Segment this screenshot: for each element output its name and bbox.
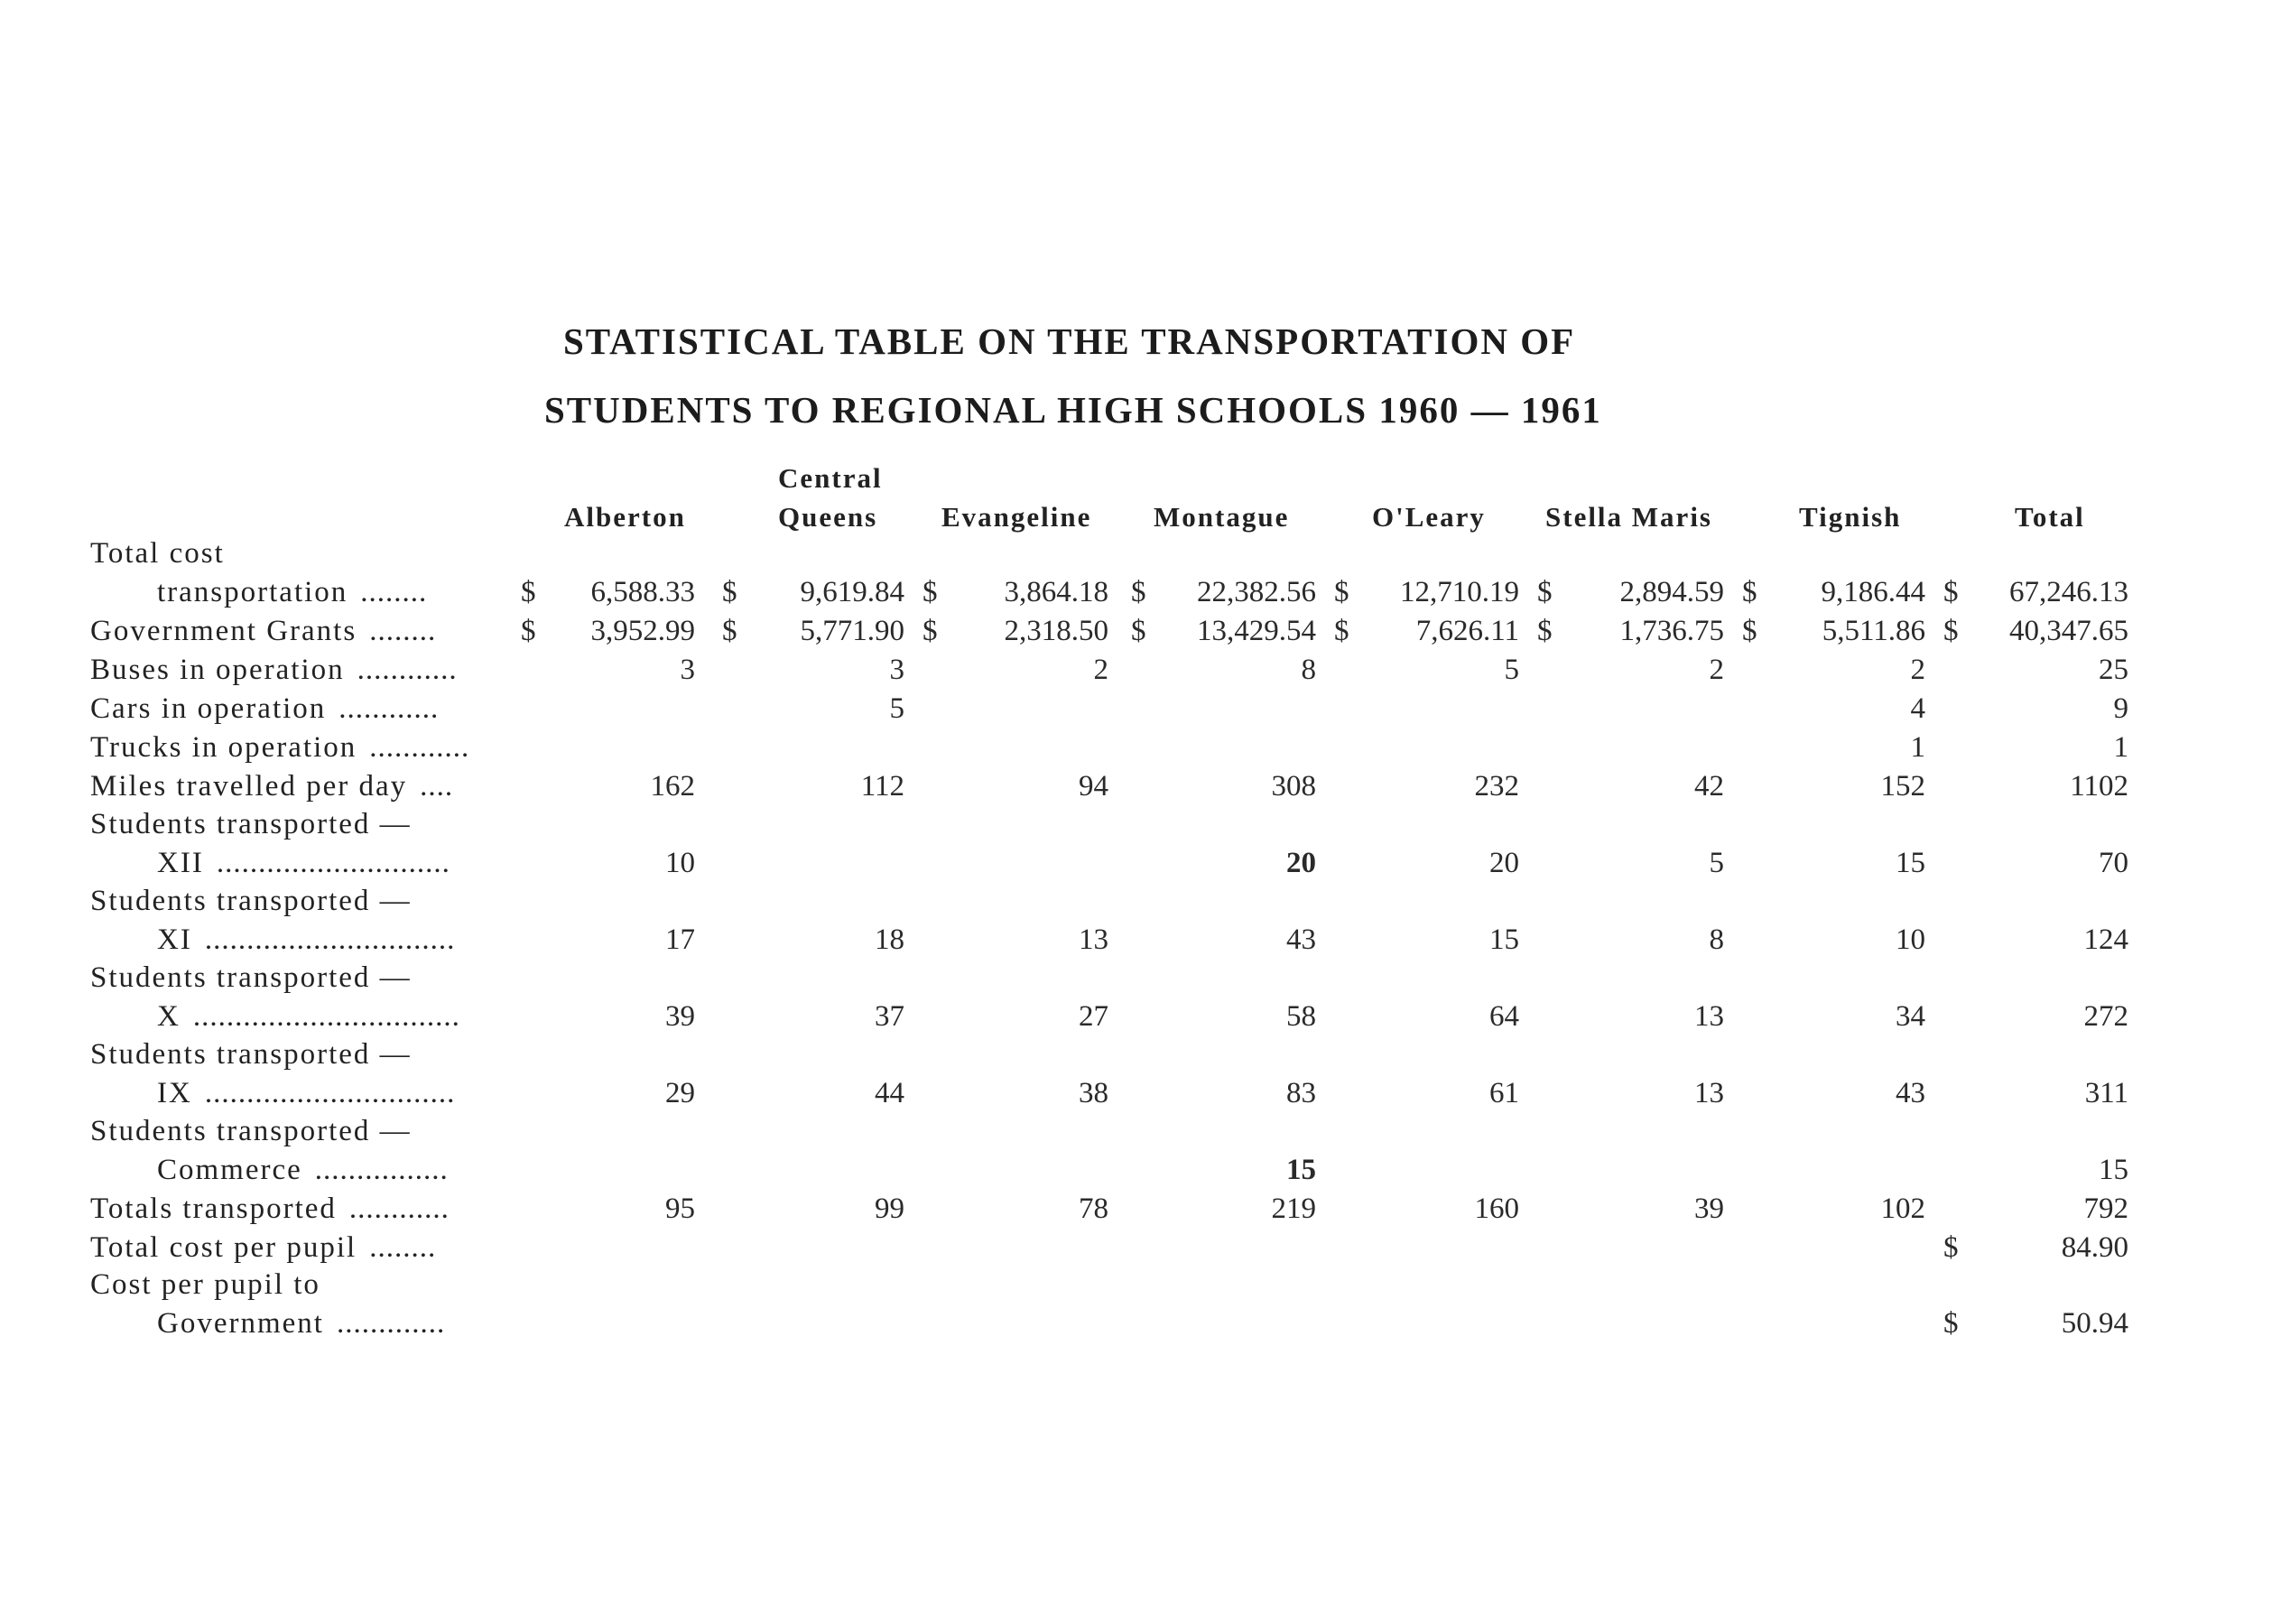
currency-sign: $ bbox=[1943, 615, 1959, 647]
table-cell: 792 bbox=[2083, 1192, 2128, 1225]
table-cell: 10 bbox=[1896, 923, 1925, 956]
table-cell: 43 bbox=[1286, 923, 1316, 956]
leader-dots: ........ bbox=[369, 615, 437, 647]
leader-dots: ................................ bbox=[192, 1000, 460, 1033]
table-cell: 15 bbox=[2099, 1154, 2128, 1186]
currency-sign: $ bbox=[1943, 1307, 1959, 1340]
row-label: IX .............................. bbox=[157, 1077, 456, 1109]
row-label: transportation ........ bbox=[157, 576, 428, 608]
currency-sign: $ bbox=[1943, 1231, 1959, 1264]
leader-dots: ............ bbox=[348, 1192, 450, 1225]
table-cell: 10 bbox=[665, 847, 695, 879]
leader-dots: ............ bbox=[357, 654, 458, 686]
currency-sign: $ bbox=[1943, 576, 1959, 608]
currency-sign: $ bbox=[722, 576, 737, 608]
table-cell: 38 bbox=[1079, 1077, 1108, 1109]
table-cell: 70 bbox=[2099, 847, 2128, 879]
table-cell: 112 bbox=[860, 770, 904, 803]
leader-dots: ............ bbox=[338, 692, 440, 725]
table-cell: 61 bbox=[1489, 1077, 1519, 1109]
currency-sign: $ bbox=[1742, 576, 1757, 608]
row-label: Government ............. bbox=[157, 1307, 446, 1340]
currency-sign: $ bbox=[521, 576, 536, 608]
table-cell: 67,246.13 bbox=[2009, 576, 2128, 608]
table-cell: 9,619.84 bbox=[800, 576, 904, 608]
table-cell: 152 bbox=[1880, 770, 1925, 803]
table-cell: 43 bbox=[1896, 1077, 1925, 1109]
row-label: Trucks in operation ............ bbox=[90, 731, 470, 764]
leader-dots: ............ bbox=[369, 731, 470, 764]
table-cell: 9 bbox=[2113, 692, 2128, 725]
table-cell: 84.90 bbox=[2061, 1231, 2128, 1264]
table-cell: 1,736.75 bbox=[1619, 615, 1724, 647]
table-cell: 83 bbox=[1286, 1077, 1316, 1109]
currency-sign: $ bbox=[1537, 615, 1553, 647]
table-cell: 18 bbox=[875, 923, 904, 956]
row-label: Students transported — bbox=[90, 885, 412, 917]
table-cell: 5 bbox=[889, 692, 904, 725]
table-cell: 15 bbox=[1896, 847, 1925, 879]
table-cell: 27 bbox=[1079, 1000, 1108, 1033]
table-cell: 272 bbox=[2083, 1000, 2128, 1033]
column-header-o-leary: O'Leary bbox=[1372, 501, 1486, 533]
row-label: Students transported — bbox=[90, 808, 412, 840]
leader-dots: ................ bbox=[314, 1154, 449, 1186]
table-cell: 39 bbox=[665, 1000, 695, 1033]
currency-sign: $ bbox=[923, 615, 938, 647]
row-label: Buses in operation ............ bbox=[90, 654, 458, 686]
leader-dots: .............................. bbox=[204, 923, 456, 956]
row-label: Cars in operation ............ bbox=[90, 692, 440, 725]
table-cell: 34 bbox=[1896, 1000, 1925, 1033]
row-label: Students transported — bbox=[90, 1038, 412, 1071]
row-label: Students transported — bbox=[90, 1115, 412, 1147]
row-label: Students transported — bbox=[90, 961, 412, 994]
column-header-queens-line1: Central bbox=[778, 462, 883, 494]
currency-sign: $ bbox=[521, 615, 536, 647]
table-cell: 44 bbox=[875, 1077, 904, 1109]
table-cell: 3,952.99 bbox=[590, 615, 695, 647]
table-cell: 37 bbox=[875, 1000, 904, 1033]
table-cell: 15 bbox=[1286, 1154, 1316, 1186]
table-cell: 3 bbox=[680, 654, 695, 686]
table-cell: 3,864.18 bbox=[1004, 576, 1108, 608]
table-cell: 232 bbox=[1474, 770, 1519, 803]
column-header-total: Total bbox=[2015, 501, 2085, 533]
table-cell: 9,186.44 bbox=[1821, 576, 1925, 608]
currency-sign: $ bbox=[923, 576, 938, 608]
leader-dots: ........ bbox=[360, 576, 428, 608]
table-cell: 8 bbox=[1301, 654, 1316, 686]
table-cell: 1102 bbox=[2070, 770, 2128, 803]
leader-dots: .............................. bbox=[204, 1077, 456, 1109]
row-label: Cost per pupil to bbox=[90, 1268, 320, 1301]
table-cell: 8 bbox=[1709, 923, 1724, 956]
table-cell: 5,511.86 bbox=[1822, 615, 1925, 647]
column-header-queens: Queens bbox=[778, 501, 878, 533]
table-cell: 42 bbox=[1694, 770, 1724, 803]
table-cell: 5 bbox=[1709, 847, 1724, 879]
table-cell: 20 bbox=[1286, 847, 1316, 879]
table-cell: 6,588.33 bbox=[590, 576, 695, 608]
table-cell: 25 bbox=[2099, 654, 2128, 686]
table-cell: 5,771.90 bbox=[800, 615, 904, 647]
currency-sign: $ bbox=[1334, 576, 1349, 608]
leader-dots: ............................ bbox=[216, 847, 450, 879]
table-cell: 2 bbox=[1093, 654, 1108, 686]
table-cell: 219 bbox=[1271, 1192, 1316, 1225]
table-cell: 95 bbox=[665, 1192, 695, 1225]
table-cell: 94 bbox=[1079, 770, 1108, 803]
table-cell: 64 bbox=[1489, 1000, 1519, 1033]
row-label: XII ............................ bbox=[157, 847, 450, 879]
row-label: Government Grants ........ bbox=[90, 615, 437, 647]
table-cell: 4 bbox=[1910, 692, 1925, 725]
row-label: Totals transported ............ bbox=[90, 1192, 450, 1225]
table-cell: 78 bbox=[1079, 1192, 1108, 1225]
table-cell: 102 bbox=[1880, 1192, 1925, 1225]
table-cell: 13 bbox=[1694, 1077, 1724, 1109]
title-line-1: STATISTICAL TABLE ON THE TRANSPORTATION OF bbox=[563, 320, 1576, 362]
leader-dots: .... bbox=[420, 770, 454, 803]
currency-sign: $ bbox=[1537, 576, 1553, 608]
table-cell: 3 bbox=[889, 654, 904, 686]
column-header-tignish: Tignish bbox=[1799, 501, 1902, 533]
table-cell: 311 bbox=[2084, 1077, 2128, 1109]
table-cell: 40,347.65 bbox=[2009, 615, 2128, 647]
table-cell: 22,382.56 bbox=[1197, 576, 1316, 608]
table-cell: 20 bbox=[1489, 847, 1519, 879]
table-cell: 1 bbox=[1910, 731, 1925, 764]
currency-sign: $ bbox=[1131, 576, 1146, 608]
table-cell: 39 bbox=[1694, 1192, 1724, 1225]
table-cell: 13,429.54 bbox=[1197, 615, 1316, 647]
row-label: Commerce ................ bbox=[157, 1154, 449, 1186]
row-label: Total cost bbox=[90, 537, 225, 570]
row-label: Total cost per pupil ........ bbox=[90, 1231, 437, 1264]
column-header-alberton: Alberton bbox=[564, 501, 686, 533]
currency-sign: $ bbox=[1131, 615, 1146, 647]
table-cell: 13 bbox=[1079, 923, 1108, 956]
currency-sign: $ bbox=[722, 615, 737, 647]
table-cell: 160 bbox=[1474, 1192, 1519, 1225]
table-cell: 2,894.59 bbox=[1619, 576, 1724, 608]
table-cell: 17 bbox=[665, 923, 695, 956]
table-cell: 50.94 bbox=[2061, 1307, 2128, 1340]
table-cell: 1 bbox=[2113, 731, 2128, 764]
table-cell: 12,710.19 bbox=[1400, 576, 1519, 608]
row-label: X ................................ bbox=[157, 1000, 460, 1033]
row-label: XI .............................. bbox=[157, 923, 456, 956]
row-label: Miles travelled per day .... bbox=[90, 770, 454, 803]
table-cell: 7,626.11 bbox=[1415, 615, 1519, 647]
currency-sign: $ bbox=[1742, 615, 1757, 647]
table-cell: 2,318.50 bbox=[1004, 615, 1108, 647]
table-cell: 2 bbox=[1910, 654, 1925, 686]
currency-sign: $ bbox=[1334, 615, 1349, 647]
table-cell: 162 bbox=[650, 770, 695, 803]
table-cell: 5 bbox=[1504, 654, 1519, 686]
table-cell: 58 bbox=[1286, 1000, 1316, 1033]
table-cell: 124 bbox=[2083, 923, 2128, 956]
table-cell: 29 bbox=[665, 1077, 695, 1109]
leader-dots: ........ bbox=[369, 1231, 437, 1264]
table-cell: 308 bbox=[1271, 770, 1316, 803]
column-header-stella-maris: Stella Maris bbox=[1545, 501, 1712, 533]
table-cell: 2 bbox=[1709, 654, 1724, 686]
title-line-2: STUDENTS TO REGIONAL HIGH SCHOOLS 1960 — 1961 bbox=[544, 389, 1602, 431]
table-cell: 15 bbox=[1489, 923, 1519, 956]
column-header-evangeline: Evangeline bbox=[941, 501, 1092, 533]
table-cell: 99 bbox=[875, 1192, 904, 1225]
column-header-montague: Montague bbox=[1154, 501, 1290, 533]
table-cell: 13 bbox=[1694, 1000, 1724, 1033]
leader-dots: ............. bbox=[336, 1307, 446, 1340]
